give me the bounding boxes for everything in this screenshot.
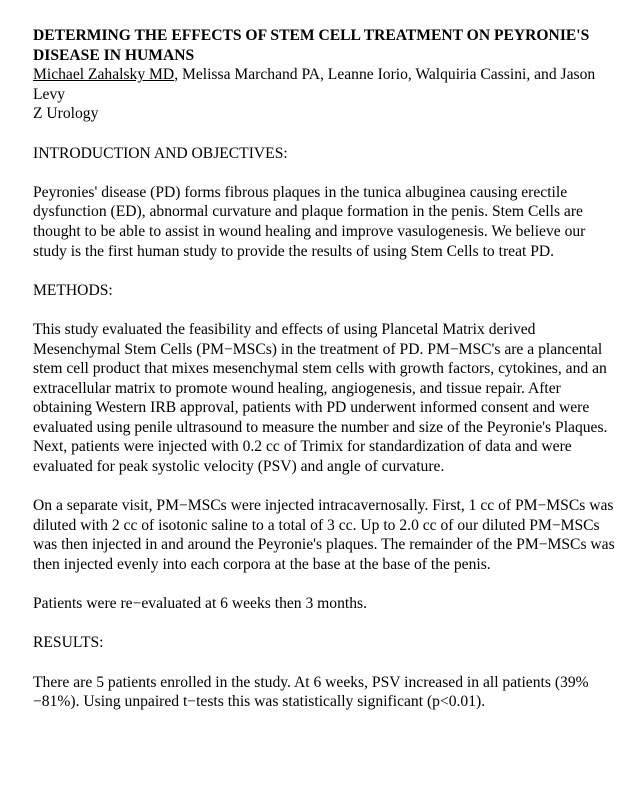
section-heading-introduction: INTRODUCTION AND OBJECTIVES: [33, 144, 288, 162]
section-heading-methods: METHODS: [33, 281, 113, 299]
section-heading-results: RESULTS: [33, 634, 104, 652]
methods-paragraph: Patients were re−evaluated at 6 weeks then 3 months. [33, 595, 367, 613]
document-title: DETERMING THE EFFECTS OF STEM CELL TREATMENT ON PEYRONIE'S DISEASE IN HUMANS [33, 27, 590, 64]
results-paragraph: There are 5 patients enrolled in the study. At 6 weeks, PSV increased in all patients (39%−81%). Using unpaired t−tests this was statistically significant (p<0.01). [33, 673, 589, 711]
affiliation: Z Urology [33, 105, 99, 123]
methods-paragraph: This study evaluated the feasibility and effects of using Plancetal Matrix derived Mesenchymal Stem Cells (PM−MSCs) in the treatment of PD. PM−MSC's are a plancental stem cell product that mixes mesenchymal stem cells with growth factors, cytokines, and an extracellular matrix to promote wound healing, angiogenesis, and tissue repair. After obtaining Western IRB approval, patients with PD underwent informed consent and were evaluated using penile ultrasound to measure the number and size of the Peyronie's Plaques. Next, patients were injected with 0.2 cc of Trimix for standardization of data and were evaluated for peak systolic velocity (PSV) and angle of curvature. [33, 320, 608, 476]
introduction-paragraph: Peyronies' disease (PD) forms fibrous plaques in the tunica albuginea causing erectile dysfunction (ED), abnormal curvature and plaque formation in the penis. Stem Cells are thought to be able to assist in wound healing and improve vasulogenesis. We believe our study is the first human study to provide the results of using Stem Cells to treat PD. [33, 183, 586, 260]
methods-paragraph: On a separate visit, PM−MSCs were injected intracavernosally. First, 1 cc of PM−MSCs was diluted with 2 cc of isotonic saline to a total of 3 cc. Up to 2.0 cc of our diluted PM−MSCs was then injected in and around the Peyronie's plaques. The remainder of the PM−MSCs was then injected evenly into each corpora at the base at the base of the penis. [33, 497, 615, 574]
abstract-page [33, 26, 618, 731]
presenting-author: Michael Zahalsky MD [33, 66, 175, 84]
author-list [33, 65, 618, 104]
co-authors: , Melissa Marchand PA, Leanne Iorio, Walquiria Cassini, and Jason Levy [33, 66, 596, 103]
